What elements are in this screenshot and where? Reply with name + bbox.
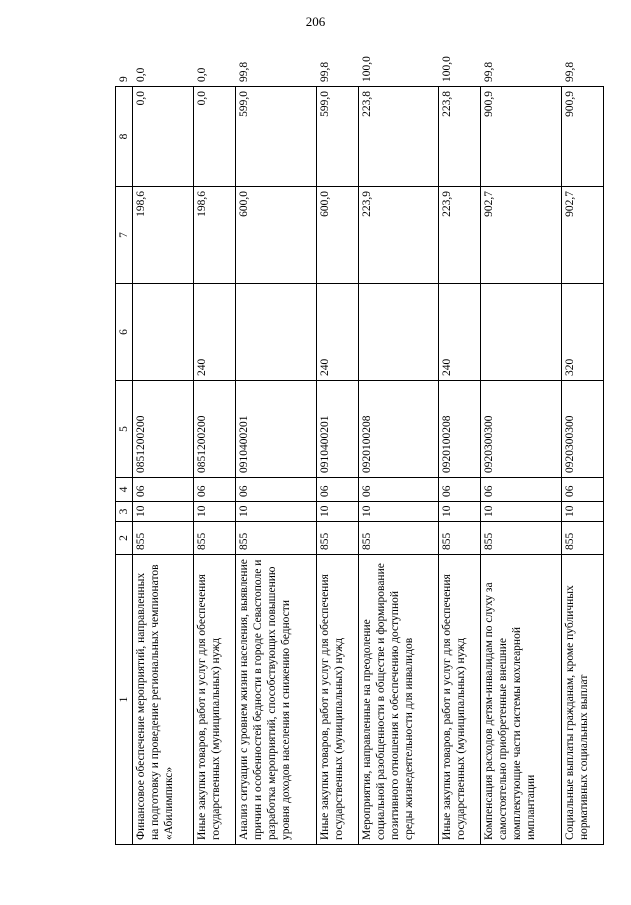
row-section: 10 (439, 502, 481, 522)
row-admin-code: 855 (236, 522, 316, 555)
row-expense-type: 240 (194, 284, 236, 381)
row-subsection: 06 (481, 478, 561, 502)
row-subsection: 06 (561, 478, 603, 502)
header-cell-7: 7 (116, 187, 133, 284)
row-section: 10 (561, 502, 603, 522)
row-section: 10 (316, 502, 358, 522)
header-cell-4: 4 (116, 478, 133, 502)
row-subsection: 06 (439, 478, 481, 502)
row-admin-code: 855 (133, 522, 194, 555)
row-subsection: 06 (133, 478, 194, 502)
header-cell-8: 8 (116, 87, 133, 187)
header-cell-5: 5 (116, 381, 133, 478)
budget-table (115, 56, 604, 845)
row-section: 10 (358, 502, 438, 522)
row-executed: 223,8 (358, 87, 438, 187)
page-number: 206 (305, 14, 326, 29)
header-cell-6: 6 (116, 284, 133, 381)
row-executed: 0,0 (194, 87, 236, 187)
row-subsection: 06 (194, 478, 236, 502)
row-subsection: 06 (358, 478, 438, 502)
table-row: Иные закупки товаров, работ и услуг для обеспечения государственных (муниципальных) нужд 855 10 06 0920100208 240 223,9 223,8 100,0 (439, 87, 481, 845)
row-subsection: 06 (316, 478, 358, 502)
row-executed: 900,9 (561, 87, 603, 187)
row-planned: 902,7 (481, 187, 561, 284)
row-target-code: 0920300300 (481, 381, 561, 478)
row-subsection: 06 (236, 478, 316, 502)
row-target-code: 0920100208 (439, 381, 481, 478)
row-admin-code: 855 (316, 522, 358, 555)
budget-table-rotated (115, 56, 604, 845)
row-executed: 0,0 (133, 87, 194, 187)
row-name: Иные закупки товаров, работ и услуг для обеспечения государственных (муниципальных) нужд (194, 555, 236, 845)
table-row: Анализ ситуации с уровнем жизни населения, выявление причин и особенностей бедности в городе Севастополе и разработка мероприятий, способствующих повышению уровня доходов населения и снижению бедности 855 10 06 0910400201 600,0 599,0 99,8 (236, 87, 316, 845)
row-planned: 600,0 (316, 187, 358, 284)
row-name: Мероприятия, направленные на преодоление социальной разобщенности в обществе и формирование позитивного отношения к обеспечению доступной среды жизнедеятельности для инвалидов (358, 555, 438, 845)
row-planned: 600,0 (236, 187, 316, 284)
row-target-code: 0851200200 (194, 381, 236, 478)
row-target-code: 0920300300 (561, 381, 603, 478)
row-admin-code: 855 (481, 522, 561, 555)
row-name: Социальные выплаты гражданам, кроме публичных нормативных социальных выплат (561, 555, 603, 845)
table-row: Финансовое обеспечение мероприятий, направленных на подготовку и проведение региональных чемпионатов «Абилимпикс» 855 10 06 0851200200 198,6 0,0 0,0 (133, 87, 194, 845)
row-executed: 599,0 (236, 87, 316, 187)
row-section: 10 (236, 502, 316, 522)
row-section: 10 (481, 502, 561, 522)
row-target-code: 0910400201 (236, 381, 316, 478)
row-expense-type (358, 284, 438, 381)
row-admin-code: 855 (194, 522, 236, 555)
table-header-row: 1 2 3 4 5 6 7 8 9 (116, 87, 133, 845)
header-cell-1: 1 (116, 555, 133, 845)
row-name: Финансовое обеспечение мероприятий, направленных на подготовку и проведение региональных чемпионатов «Абилимпикс» (133, 555, 194, 845)
row-expense-type: 240 (439, 284, 481, 381)
row-planned: 223,9 (358, 187, 438, 284)
header-cell-2: 2 (116, 522, 133, 555)
row-expense-type: 320 (561, 284, 603, 381)
row-target-code: 0920100208 (358, 381, 438, 478)
row-executed: 900,9 (481, 87, 561, 187)
row-admin-code: 855 (439, 522, 481, 555)
row-name: Анализ ситуации с уровнем жизни населения, выявление причин и особенностей бедности в городе Севастополе и разработка мероприятий, способствующих повышению уровня доходов населения и снижению бедности (236, 555, 316, 845)
row-expense-type (133, 284, 194, 381)
row-admin-code: 855 (358, 522, 438, 555)
header-cell-3: 3 (116, 502, 133, 522)
row-target-code: 0851200200 (133, 381, 194, 478)
row-name: Иные закупки товаров, работ и услуг для обеспечения государственных (муниципальных) нужд (439, 555, 481, 845)
row-section: 10 (133, 502, 194, 522)
row-planned: 902,7 (561, 187, 603, 284)
table-row: Иные закупки товаров, работ и услуг для обеспечения государственных (муниципальных) нужд 855 10 06 0851200200 240 198,6 0,0 0,0 (194, 87, 236, 845)
row-planned: 198,6 (194, 187, 236, 284)
table-row: Компенсация расходов детям-инвалидам по слуху за самостоятельно приобретенные внешние комплектующие части системы кохлеарной имплантации 855 10 06 0920300300 902,7 900,9 99,8 (481, 87, 561, 845)
row-planned: 198,6 (133, 187, 194, 284)
row-expense-type (236, 284, 316, 381)
row-executed: 599,0 (316, 87, 358, 187)
row-executed: 223,8 (439, 87, 481, 187)
table-row: Иные закупки товаров, работ и услуг для обеспечения государственных (муниципальных) нужд 855 10 06 0910400201 240 600,0 599,0 99,8 (316, 87, 358, 845)
row-name: Компенсация расходов детям-инвалидам по слуху за самостоятельно приобретенные внешние комплектующие части системы кохлеарной имплантации (481, 555, 561, 845)
row-name: Иные закупки товаров, работ и услуг для обеспечения государственных (муниципальных) нужд (316, 555, 358, 845)
table-row: Социальные выплаты гражданам, кроме публичных нормативных социальных выплат 855 10 06 0920300300 320 902,7 900,9 99,8 (561, 87, 603, 845)
row-target-code: 0910400201 (316, 381, 358, 478)
table-row: Мероприятия, направленные на преодоление социальной разобщенности в обществе и формирование позитивного отношения к обеспечению доступной среды жизнедеятельности для инвалидов 855 10 06 0920100208 223,9 223,8 100,0 (358, 87, 438, 845)
row-expense-type (481, 284, 561, 381)
row-expense-type: 240 (316, 284, 358, 381)
row-section: 10 (194, 502, 236, 522)
row-admin-code: 855 (561, 522, 603, 555)
row-planned: 223,9 (439, 187, 481, 284)
